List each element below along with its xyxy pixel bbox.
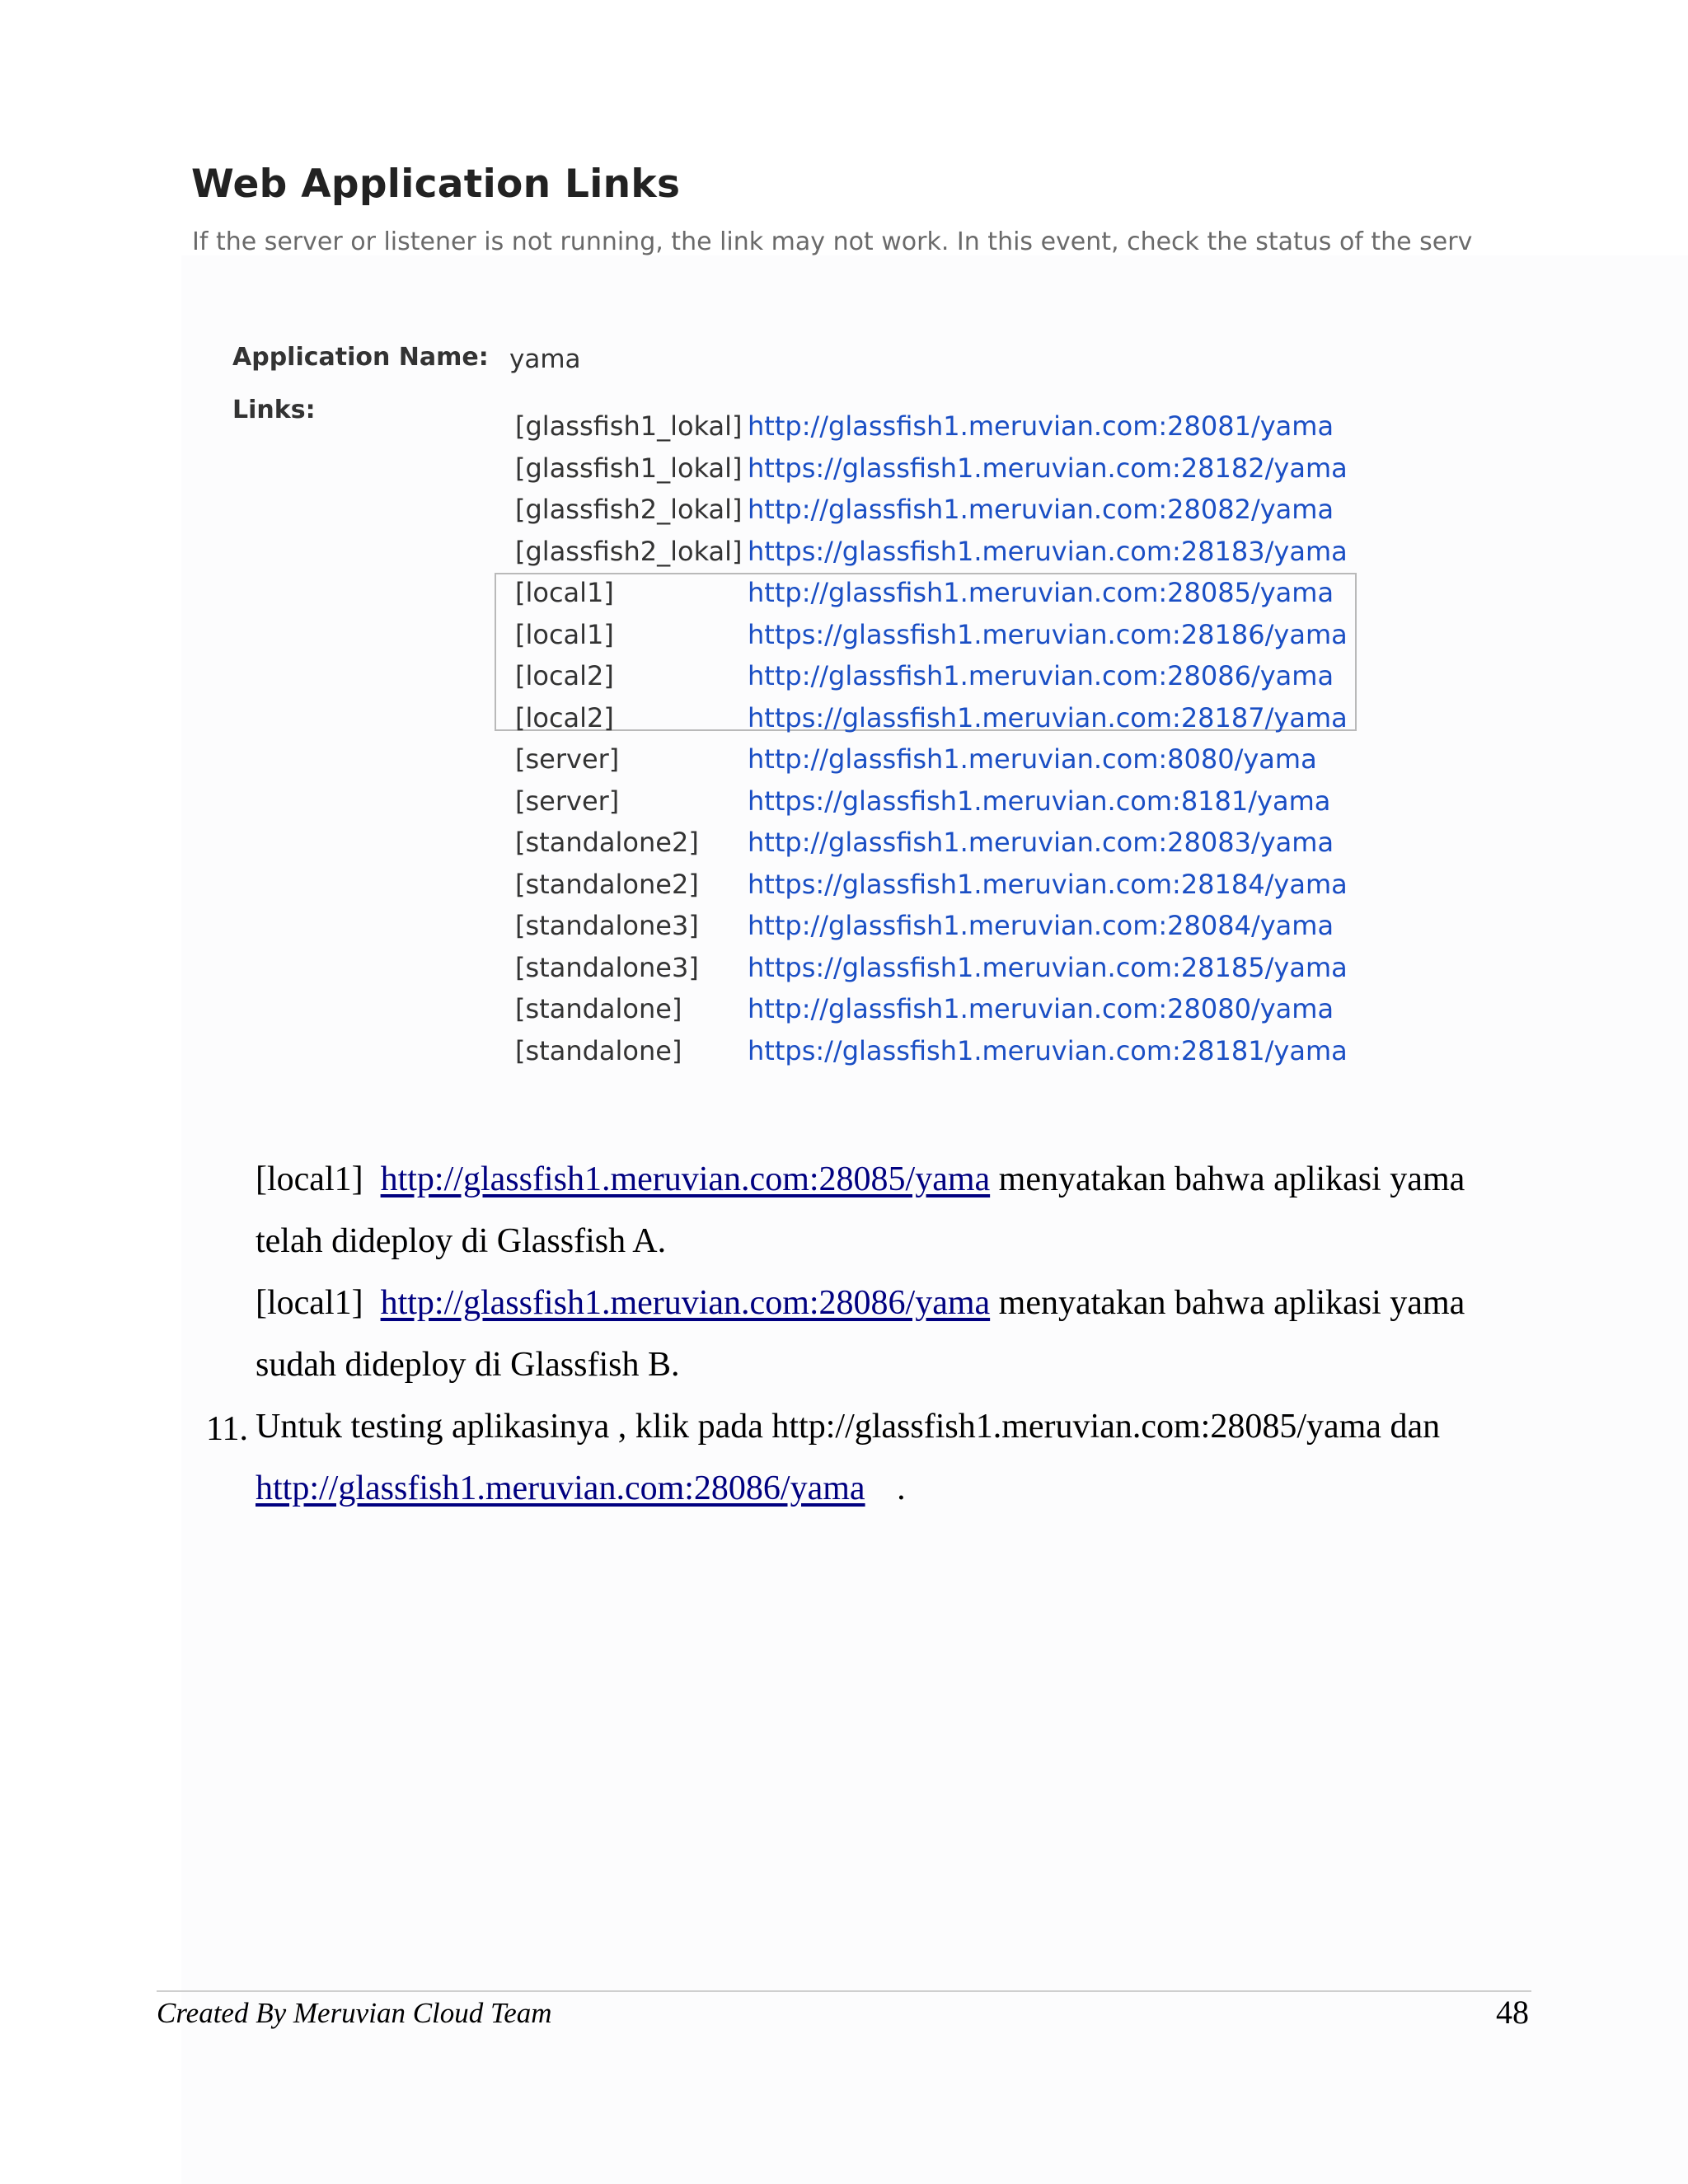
link-row [515, 614, 1348, 656]
paragraph-prefix: [local1] [256, 1284, 363, 1322]
paragraph-local1-line1 [256, 1162, 1465, 1197]
link-url[interactable]: https://glassfish1.meruvian.com:28187/yama [748, 701, 1348, 733]
link-url[interactable]: http://glassfish1.meruvian.com:28080/yama [748, 993, 1334, 1025]
link-row [515, 697, 1348, 739]
list-item-number: 11. [206, 1410, 248, 1448]
link-target: [glassfish1_lokal] [515, 410, 743, 443]
list-item-link-line [256, 1471, 906, 1506]
link-target: [glassfish1_lokal] [515, 452, 743, 484]
link-target: [server] [515, 785, 620, 817]
link-target: [server] [515, 743, 620, 776]
link-url[interactable]: https://glassfish1.meruvian.com:8181/yama [748, 785, 1331, 817]
link-target: [glassfish2_lokal] [515, 494, 743, 526]
link-target: [glassfish2_lokal] [515, 535, 743, 567]
link-target: [standalone3] [515, 910, 699, 942]
link-row [515, 655, 1348, 697]
link-row [515, 531, 1348, 573]
link-url[interactable]: http://glassfish1.meruvian.com:8080/yama [748, 743, 1317, 776]
application-name-value: yama [509, 344, 581, 374]
link-target: [standalone3] [515, 951, 699, 983]
link-url[interactable]: http://glassfish1.meruvian.com:28084/yama [748, 910, 1334, 942]
link-row [515, 738, 1348, 780]
link-row [515, 405, 1348, 448]
link-target: [local2] [515, 701, 614, 733]
link-row [515, 1030, 1348, 1072]
link-row [515, 489, 1348, 531]
links-table [515, 405, 1348, 1071]
link-row [515, 905, 1348, 947]
links-label: Links: [232, 396, 316, 424]
link-row [515, 780, 1348, 823]
application-name-label: Application Name: [232, 343, 489, 372]
link-target: [standalone] [515, 993, 682, 1025]
footer-divider [157, 1990, 1531, 1992]
link-target: [local1] [515, 577, 614, 609]
list-item-trailing: . [897, 1469, 906, 1507]
paragraph-prefix: [local1] [256, 1160, 363, 1198]
link-url[interactable]: https://glassfish1.meruvian.com:28183/yama [748, 535, 1348, 567]
link-url[interactable]: http://glassfish1.meruvian.com:28085/yama [748, 577, 1334, 609]
link-url[interactable]: https://glassfish1.meruvian.com:28182/yama [748, 452, 1348, 484]
link-target: [local1] [515, 618, 614, 650]
paragraph-link[interactable]: http://glassfish1.meruvian.com:28086/yama [380, 1284, 991, 1322]
link-url[interactable]: http://glassfish1.meruvian.com:28082/yama [748, 494, 1334, 526]
page-number: 48 [1496, 1994, 1529, 2031]
link-target: [standalone2] [515, 868, 699, 900]
link-url[interactable]: http://glassfish1.meruvian.com:28081/yama [748, 410, 1334, 443]
screenshot-title: Web Application Links [191, 162, 681, 207]
link-row [515, 572, 1348, 614]
paragraph-local1-line2: telah dideploy di Glassfish A. [256, 1222, 667, 1260]
link-row [515, 947, 1348, 989]
link-url[interactable]: https://glassfish1.meruvian.com:28184/yama [748, 868, 1348, 900]
link-url[interactable]: http://glassfish1.meruvian.com:28083/yama [748, 827, 1334, 859]
web-application-links-screenshot [190, 157, 1508, 1088]
link-target: [standalone] [515, 1034, 682, 1066]
paragraph-local2-line2: sudah dideploy di Glassfish B. [256, 1346, 680, 1384]
link-row [515, 822, 1348, 864]
link-target: [standalone2] [515, 827, 699, 859]
link-url[interactable]: https://glassfish1.meruvian.com:28181/yama [748, 1034, 1348, 1066]
link-url[interactable]: https://glassfish1.meruvian.com:28185/yama [748, 951, 1348, 983]
link-row [515, 864, 1348, 906]
paragraph-link[interactable]: http://glassfish1.meruvian.com:28085/yama [380, 1160, 991, 1198]
footer-credit: Created By Meruvian Cloud Team [157, 1997, 552, 2029]
list-item-text: Untuk testing aplikasinya , klik pada http://glassfish1.meruvian.com:28085/yama dan [256, 1408, 1441, 1446]
link-row [515, 448, 1348, 490]
list-item-link[interactable]: http://glassfish1.meruvian.com:28086/yama [256, 1469, 865, 1507]
link-row [515, 988, 1348, 1030]
link-url[interactable]: https://glassfish1.meruvian.com:28186/yama [748, 618, 1348, 650]
link-target: [local2] [515, 660, 614, 692]
link-url[interactable]: http://glassfish1.meruvian.com:28086/yama [748, 660, 1334, 692]
paragraph-local2-line1 [256, 1286, 1465, 1320]
paragraph-suffix: menyatakan bahwa aplikasi yama [998, 1160, 1465, 1198]
screenshot-note: If the server or listener is not running, the link may not work. In this event, check the status of the serv [192, 227, 1473, 256]
paragraph-suffix: menyatakan bahwa aplikasi yama [998, 1284, 1465, 1322]
